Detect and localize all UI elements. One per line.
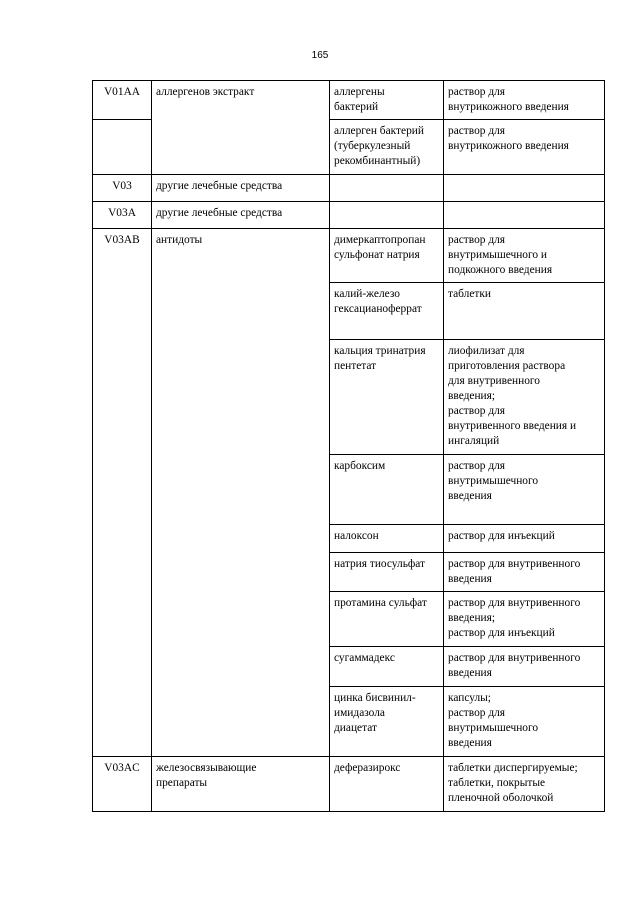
substance-name: карбоксим <box>330 455 444 525</box>
anatomical-group: другие лечебные средства <box>152 175 330 202</box>
anatomical-group: другие лечебные средства <box>152 202 330 229</box>
substance-name: протамина сульфат <box>330 592 444 647</box>
atc-code: V03AB <box>93 229 152 757</box>
table-row <box>93 81 605 120</box>
substance-name: сугаммадекс <box>330 647 444 687</box>
anatomical-group: аллергенов экстракт <box>152 81 330 175</box>
substance-name: цинка бисвинил- имидазола диацетат <box>330 687 444 757</box>
atc-code: V01AA <box>93 81 152 120</box>
dosage-form: раствор для внутривенного введения <box>444 647 605 687</box>
dosage-form <box>444 202 605 229</box>
dosage-form <box>444 175 605 202</box>
substance-name: калий-железо гексацианоферрат <box>330 283 444 340</box>
table-row <box>93 202 605 229</box>
table-row <box>93 757 605 812</box>
substance-name: аллергены бактерий <box>330 81 444 120</box>
page-number: 165 <box>311 50 329 61</box>
substance-name: налоксон <box>330 525 444 553</box>
dosage-form: капсулы; раствор для внутримышечного введения <box>444 687 605 757</box>
substance-name <box>330 202 444 229</box>
atc-code: V03 <box>93 175 152 202</box>
substance-name <box>330 175 444 202</box>
atc-code: V03A <box>93 202 152 229</box>
dosage-form: раствор для внутримышечного введения <box>444 455 605 525</box>
dosage-form: раствор для внутривенного введения <box>444 553 605 592</box>
dosage-form: раствор для инъекций <box>444 525 605 553</box>
dosage-form: раствор для внутрикожного введения <box>444 120 605 175</box>
anatomical-group: антидоты <box>152 229 330 757</box>
table-row <box>93 229 605 283</box>
substance-name: деферазирокс <box>330 757 444 812</box>
substance-name: аллерген бактерий (туберкулезный рекомбинантный) <box>330 120 444 175</box>
dosage-form: таблетки <box>444 283 605 340</box>
drug-table <box>92 80 605 812</box>
dosage-form: раствор для внутрикожного введения <box>444 81 605 120</box>
dosage-form: таблетки диспергируемые; таблетки, покрытые пленочной оболочкой <box>444 757 605 812</box>
dosage-form: раствор для внутримышечного и подкожного введения <box>444 229 605 283</box>
anatomical-group: железосвязывающие препараты <box>152 757 330 812</box>
substance-name: натрия тиосульфат <box>330 553 444 592</box>
dosage-form: раствор для внутривенного введения; раствор для инъекций <box>444 592 605 647</box>
substance-name: кальция тринатрия пентетат <box>330 340 444 455</box>
substance-name: димеркаптопропан сульфонат натрия <box>330 229 444 283</box>
dosage-form: лиофилизат для приготовления раствора для внутривенного введения; раствор для внутривенного введения и ингаляций <box>444 340 605 455</box>
atc-code <box>93 120 152 175</box>
atc-code: V03AC <box>93 757 152 812</box>
table-row <box>93 175 605 202</box>
